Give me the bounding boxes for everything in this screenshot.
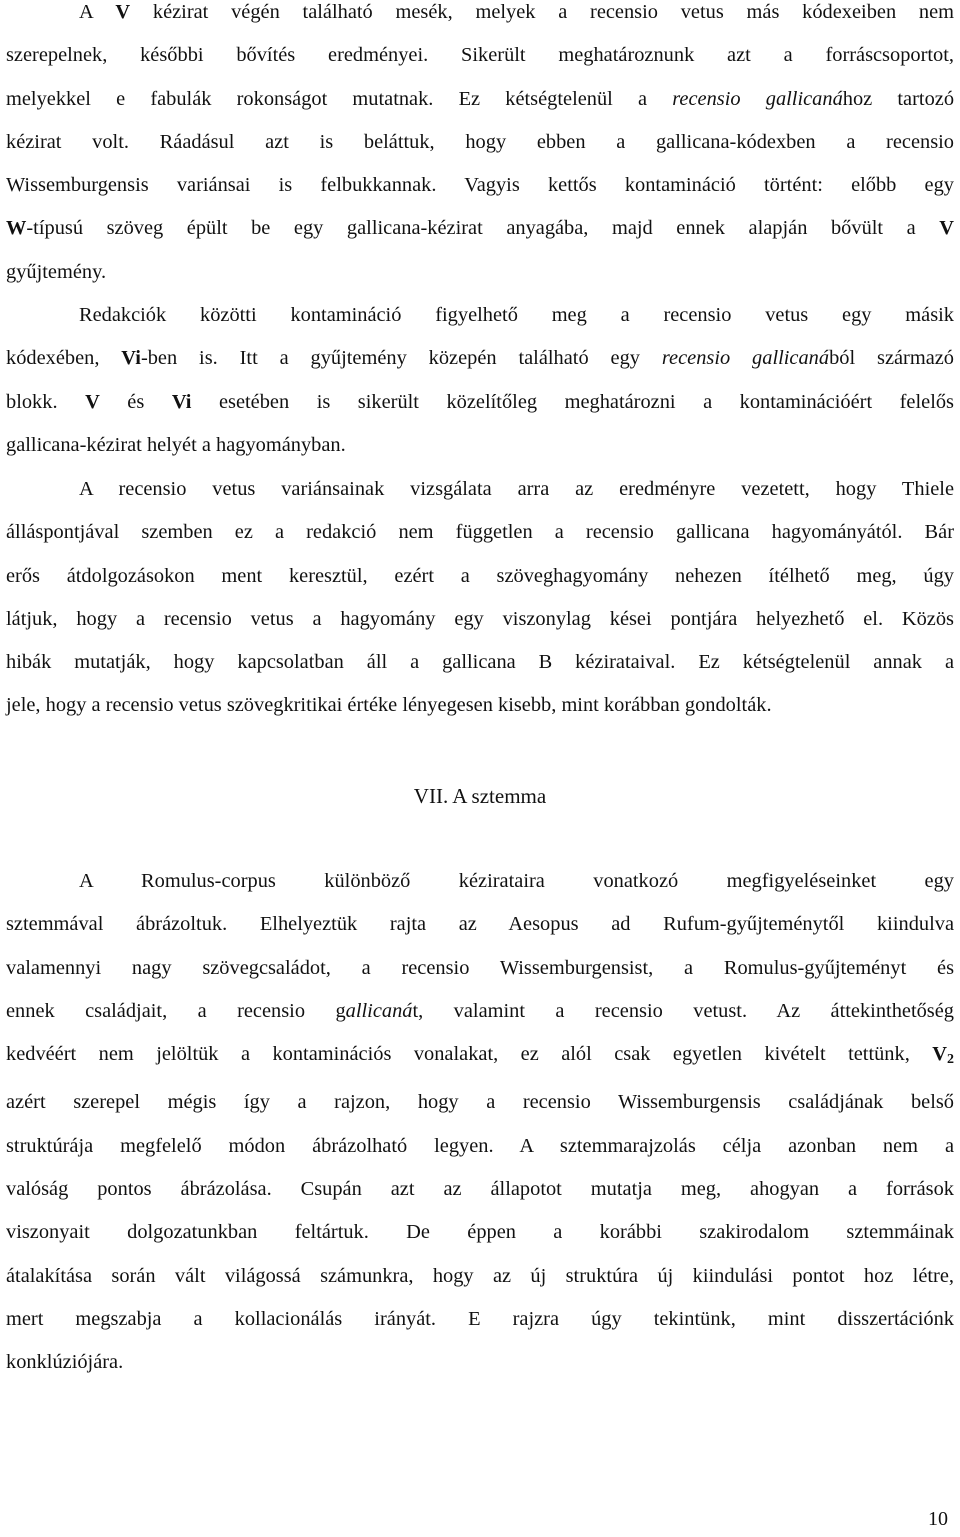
paragraph-4 xyxy=(6,860,954,1385)
text-line: blokk. V és Vi esetében is sikerült közelítőleg meghatározni a kontaminációért felelős xyxy=(6,390,954,413)
text-line: konklúziójára. xyxy=(6,1351,124,1374)
text-line: A V kézirat végén található mesék, melyek a recensio vetus más kódexeiben nem xyxy=(79,1,955,23)
text-line: hibák mutatják, hogy kapcsolatban áll a gallicana B kézirataival. Ez kétségtelenül annak a xyxy=(6,651,954,674)
text-line: Wissemburgensis variánsai is felbukkannak. Vagyis kettős kontamináció történt: előbb egy xyxy=(6,174,954,197)
paragraph-2 xyxy=(6,294,954,467)
text-line: kézirat volt. Ráadásul azt is beláttuk, hogy ebben a gallicana-kódexben a recensio xyxy=(6,130,954,153)
paragraph-3 xyxy=(6,468,954,728)
text-line: gyűjtemény. xyxy=(6,260,107,283)
text-line: viszonyait dolgozatunkban feltártuk. De éppen a korábbi szakirodalom sztemmáinak xyxy=(6,1221,954,1244)
text-line: sztemmával ábrázoltuk. Elhelyeztük rajta az Aesopus ad Rufum-gyűjteménytől kiindulva xyxy=(6,913,954,936)
text-line: gallicana-kézirat helyét a hagyományban. xyxy=(6,433,346,456)
text-line: látjuk, hogy a recensio vetus a hagyomány egy viszonylag kései pontjára helyezhető el. Közös xyxy=(6,607,954,630)
text-line: álláspontjával szemben ez a redakció nem független a recensio gallicana hagyományától. Bár xyxy=(6,521,954,544)
text-line: valóság pontos ábrázolása. Csupán azt az állapotot mutatja meg, ahogyan a források xyxy=(6,1178,954,1201)
text-line: W-típusú szöveg épült be egy gallicana-kézirat anyagába, majd ennek alapján bővült a V xyxy=(6,217,954,240)
text-line: átalakítása során vált világossá számunkra, hogy az új struktúra új kiindulási pontot hoz létre, xyxy=(6,1264,954,1287)
page-number: 10 xyxy=(928,1508,948,1530)
text-line: A Romulus-corpus különböző kézirataira vonatkozó megfigyeléseinket egy xyxy=(79,870,954,892)
text-line: kódexében, Vi-ben is. Itt a gyűjtemény közepén található egy recensio gallicanából származó xyxy=(6,347,954,370)
text-line: jele, hogy a recensio vetus szövegkritikai értéke lényegesen kisebb, mint korábban gondolták. xyxy=(6,694,772,717)
text-line: A recensio vetus variánsainak vizsgálata arra az eredményre vezetett, hogy Thiele xyxy=(79,478,954,500)
text-line: struktúrája megfelelő módon ábrázolható legyen. A sztemmarajzolás célja azonban nem a xyxy=(6,1134,954,1157)
text-line: azért szerepel mégis így a rajzon, hogy a recensio Wissemburgensis családjának belső xyxy=(6,1091,954,1114)
text-line: mert megszabja a kollacionálás irányát. E rajzra úgy tekintünk, mint disszertációnk xyxy=(6,1307,954,1330)
text-line: szerepelnek, későbbi bővítés eredményei. Sikerült meghatároznunk azt a forráscsoportot, xyxy=(6,44,954,67)
text-line: kedvéért nem jelöltük a kontaminációs vonalakat, ez alól csak egyetlen kivételt tettünk, $V_2$ xyxy=(6,1043,954,1068)
text-line: valamennyi nagy szövegcsaládot, a recensio Wissemburgensist, a Romulus-gyűjteményt és xyxy=(6,956,954,979)
paragraph-1 xyxy=(6,0,954,294)
text-line: erős átdolgozásokon ment keresztül, ezért a szöveghagyomány nehezen ítélhető meg, úgy xyxy=(6,564,954,587)
text-line: ennek családjait, a recensio gallicanát, valamint a recensio vetust. Az áttekinthetőség xyxy=(6,999,954,1022)
text-line: melyekkel e fabulák rokonságot mutatnak. Ez kétségtelenül a recensio gallicanához tartozó xyxy=(6,87,955,110)
section-heading: VII. A sztemma xyxy=(413,784,547,808)
text-line: Redakciók közötti kontamináció figyelhető meg a recensio vetus egy másik xyxy=(79,304,954,326)
